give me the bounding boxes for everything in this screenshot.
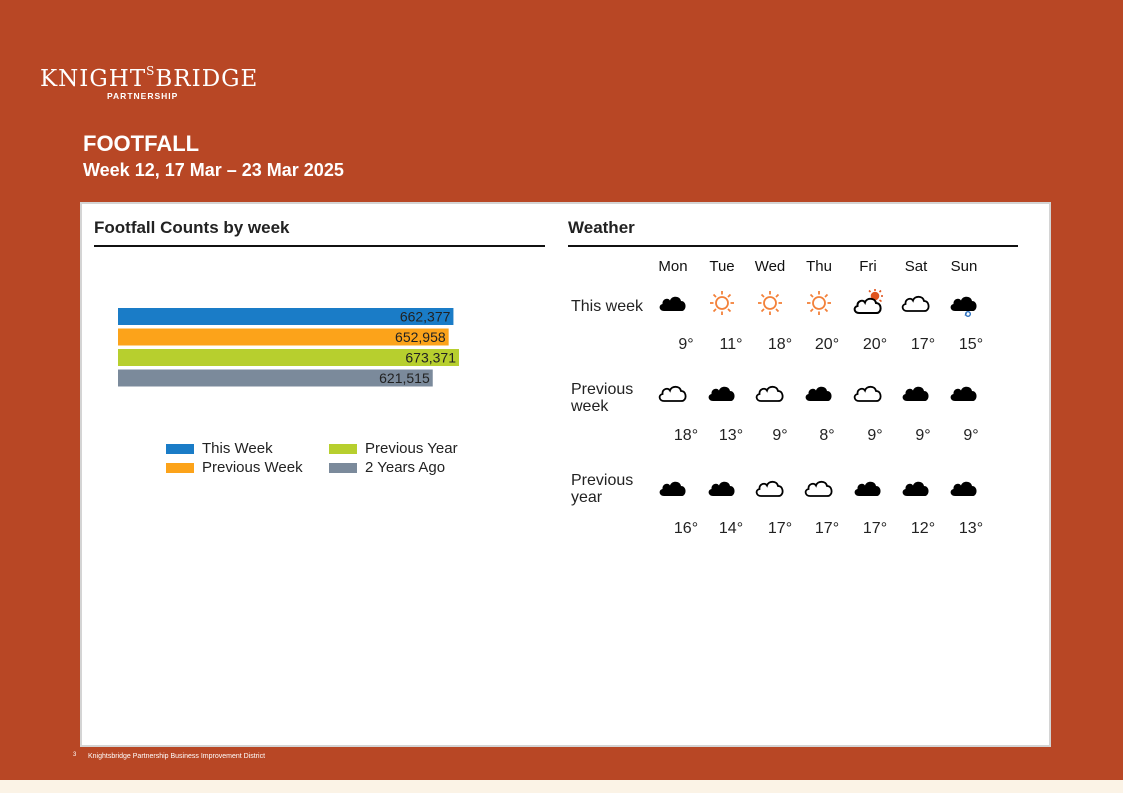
legend-swatch bbox=[166, 444, 194, 454]
weather-title: Weather bbox=[568, 218, 635, 237]
weather-row-label bbox=[571, 381, 633, 415]
weather-temp: 9° bbox=[963, 427, 979, 444]
weather-temp: 9° bbox=[772, 427, 788, 444]
legend-label: Previous Week bbox=[202, 459, 303, 476]
legend-item bbox=[166, 440, 273, 457]
weather-temp: 12° bbox=[910, 520, 936, 537]
legend-label: Previous Year bbox=[365, 440, 458, 457]
weather-day-tue: Tue bbox=[709, 258, 735, 275]
legend-swatch bbox=[166, 463, 194, 473]
bar-value-label: 652,958 bbox=[395, 329, 446, 345]
footfall-title-rule bbox=[94, 245, 545, 247]
footfall-bar-chart bbox=[94, 308, 554, 408]
sun-icon bbox=[705, 289, 739, 317]
weather-temp: 17° bbox=[814, 520, 840, 537]
weather-temp: 20° bbox=[862, 336, 888, 353]
legend-swatch bbox=[329, 463, 357, 473]
weather-temp: 17° bbox=[910, 336, 936, 353]
weather-row-label-line: year bbox=[571, 489, 603, 506]
logo-wordmark: $KNIGHT^SBRIDGE$ bbox=[40, 64, 259, 92]
cloud-filled-icon bbox=[656, 474, 690, 502]
legend-label: This Week bbox=[202, 440, 273, 457]
cloud-outline-icon bbox=[851, 379, 885, 407]
cloud-filled-icon bbox=[705, 474, 739, 502]
bar-value-label: 662,377 bbox=[399, 308, 451, 325]
legend-item bbox=[166, 459, 303, 476]
brand-logo bbox=[40, 58, 258, 101]
weather-day-sun: Sun bbox=[950, 258, 978, 275]
weather-temp: 13° bbox=[718, 427, 744, 444]
cloud-filled-icon bbox=[656, 289, 690, 317]
cloud-outline-icon bbox=[753, 474, 787, 502]
weather-temp: 9° bbox=[915, 427, 931, 444]
logo-subtitle: PARTNERSHIP bbox=[107, 91, 179, 101]
sun-icon bbox=[753, 289, 787, 317]
weather-temp: 14° bbox=[718, 520, 744, 537]
weather-row-label-line: week bbox=[571, 398, 609, 415]
legend-item bbox=[329, 459, 445, 476]
content-panel bbox=[80, 202, 1051, 747]
weather-day-mon: Mon bbox=[658, 258, 688, 275]
weather-temp: 16° bbox=[673, 520, 699, 537]
weather-row-label-line: Previous bbox=[571, 472, 634, 489]
footfall-title: Footfall Counts by week bbox=[94, 218, 290, 237]
footer-text: Knightsbridge Partnership Business Improvement District bbox=[88, 753, 266, 760]
legend-label: 2 Years Ago bbox=[365, 459, 446, 476]
weather-row-label-line: This week bbox=[571, 298, 644, 315]
cloud-filled-icon bbox=[947, 474, 981, 502]
page-subtitle: Week 12, 17 Mar – 23 Mar 2025 bbox=[83, 160, 344, 180]
cloud-rain-icon bbox=[947, 289, 981, 317]
weather-temp: 9° bbox=[678, 336, 694, 353]
cloud-outline-icon bbox=[802, 474, 836, 502]
weather-title-rule bbox=[568, 245, 1018, 247]
weather-temp: 17° bbox=[767, 520, 793, 537]
bottom-strip bbox=[0, 780, 1123, 793]
weather-temp: 15° bbox=[958, 336, 984, 353]
sun-icon bbox=[802, 289, 836, 317]
weather-temp: 20° bbox=[814, 336, 840, 353]
cloud-outline-icon bbox=[656, 379, 690, 407]
page-number: 3 bbox=[73, 752, 77, 758]
bar-value-label: 621,515 bbox=[379, 370, 430, 386]
cloud-filled-icon bbox=[851, 474, 885, 502]
cloud-filled-icon bbox=[705, 379, 739, 407]
weather-temp: 8° bbox=[819, 427, 835, 444]
weather-temp: 18° bbox=[673, 427, 699, 444]
weather-temp: 17° bbox=[862, 520, 888, 537]
cloud-filled-icon bbox=[947, 379, 981, 407]
cloud-outline-icon bbox=[899, 289, 933, 317]
cloud-filled-icon bbox=[802, 379, 836, 407]
weather-temp: 11° bbox=[719, 336, 743, 353]
weather-row-label bbox=[571, 298, 643, 315]
cloud-outline-icon bbox=[753, 379, 787, 407]
legend-item bbox=[329, 440, 458, 457]
bar-value-label: 673,371 bbox=[405, 349, 456, 366]
weather-temp: 9° bbox=[867, 427, 883, 444]
page-title: FOOTFALL bbox=[83, 131, 200, 156]
weather-day-thu: Thu bbox=[806, 258, 832, 275]
weather-day-fri: Fri bbox=[859, 258, 877, 275]
weather-row-label bbox=[571, 472, 633, 506]
cloud-filled-icon bbox=[899, 474, 933, 502]
weather-temp: 18° bbox=[767, 336, 793, 353]
legend-swatch bbox=[329, 444, 357, 454]
weather-day-sat: Sat bbox=[904, 258, 928, 275]
weather-row-label-line: Previous bbox=[571, 381, 634, 398]
weather-day-wed: Wed bbox=[754, 258, 786, 275]
cloud-sun-icon bbox=[851, 289, 885, 317]
cloud-filled-icon bbox=[899, 379, 933, 407]
weather-temp: 13° bbox=[958, 520, 984, 537]
